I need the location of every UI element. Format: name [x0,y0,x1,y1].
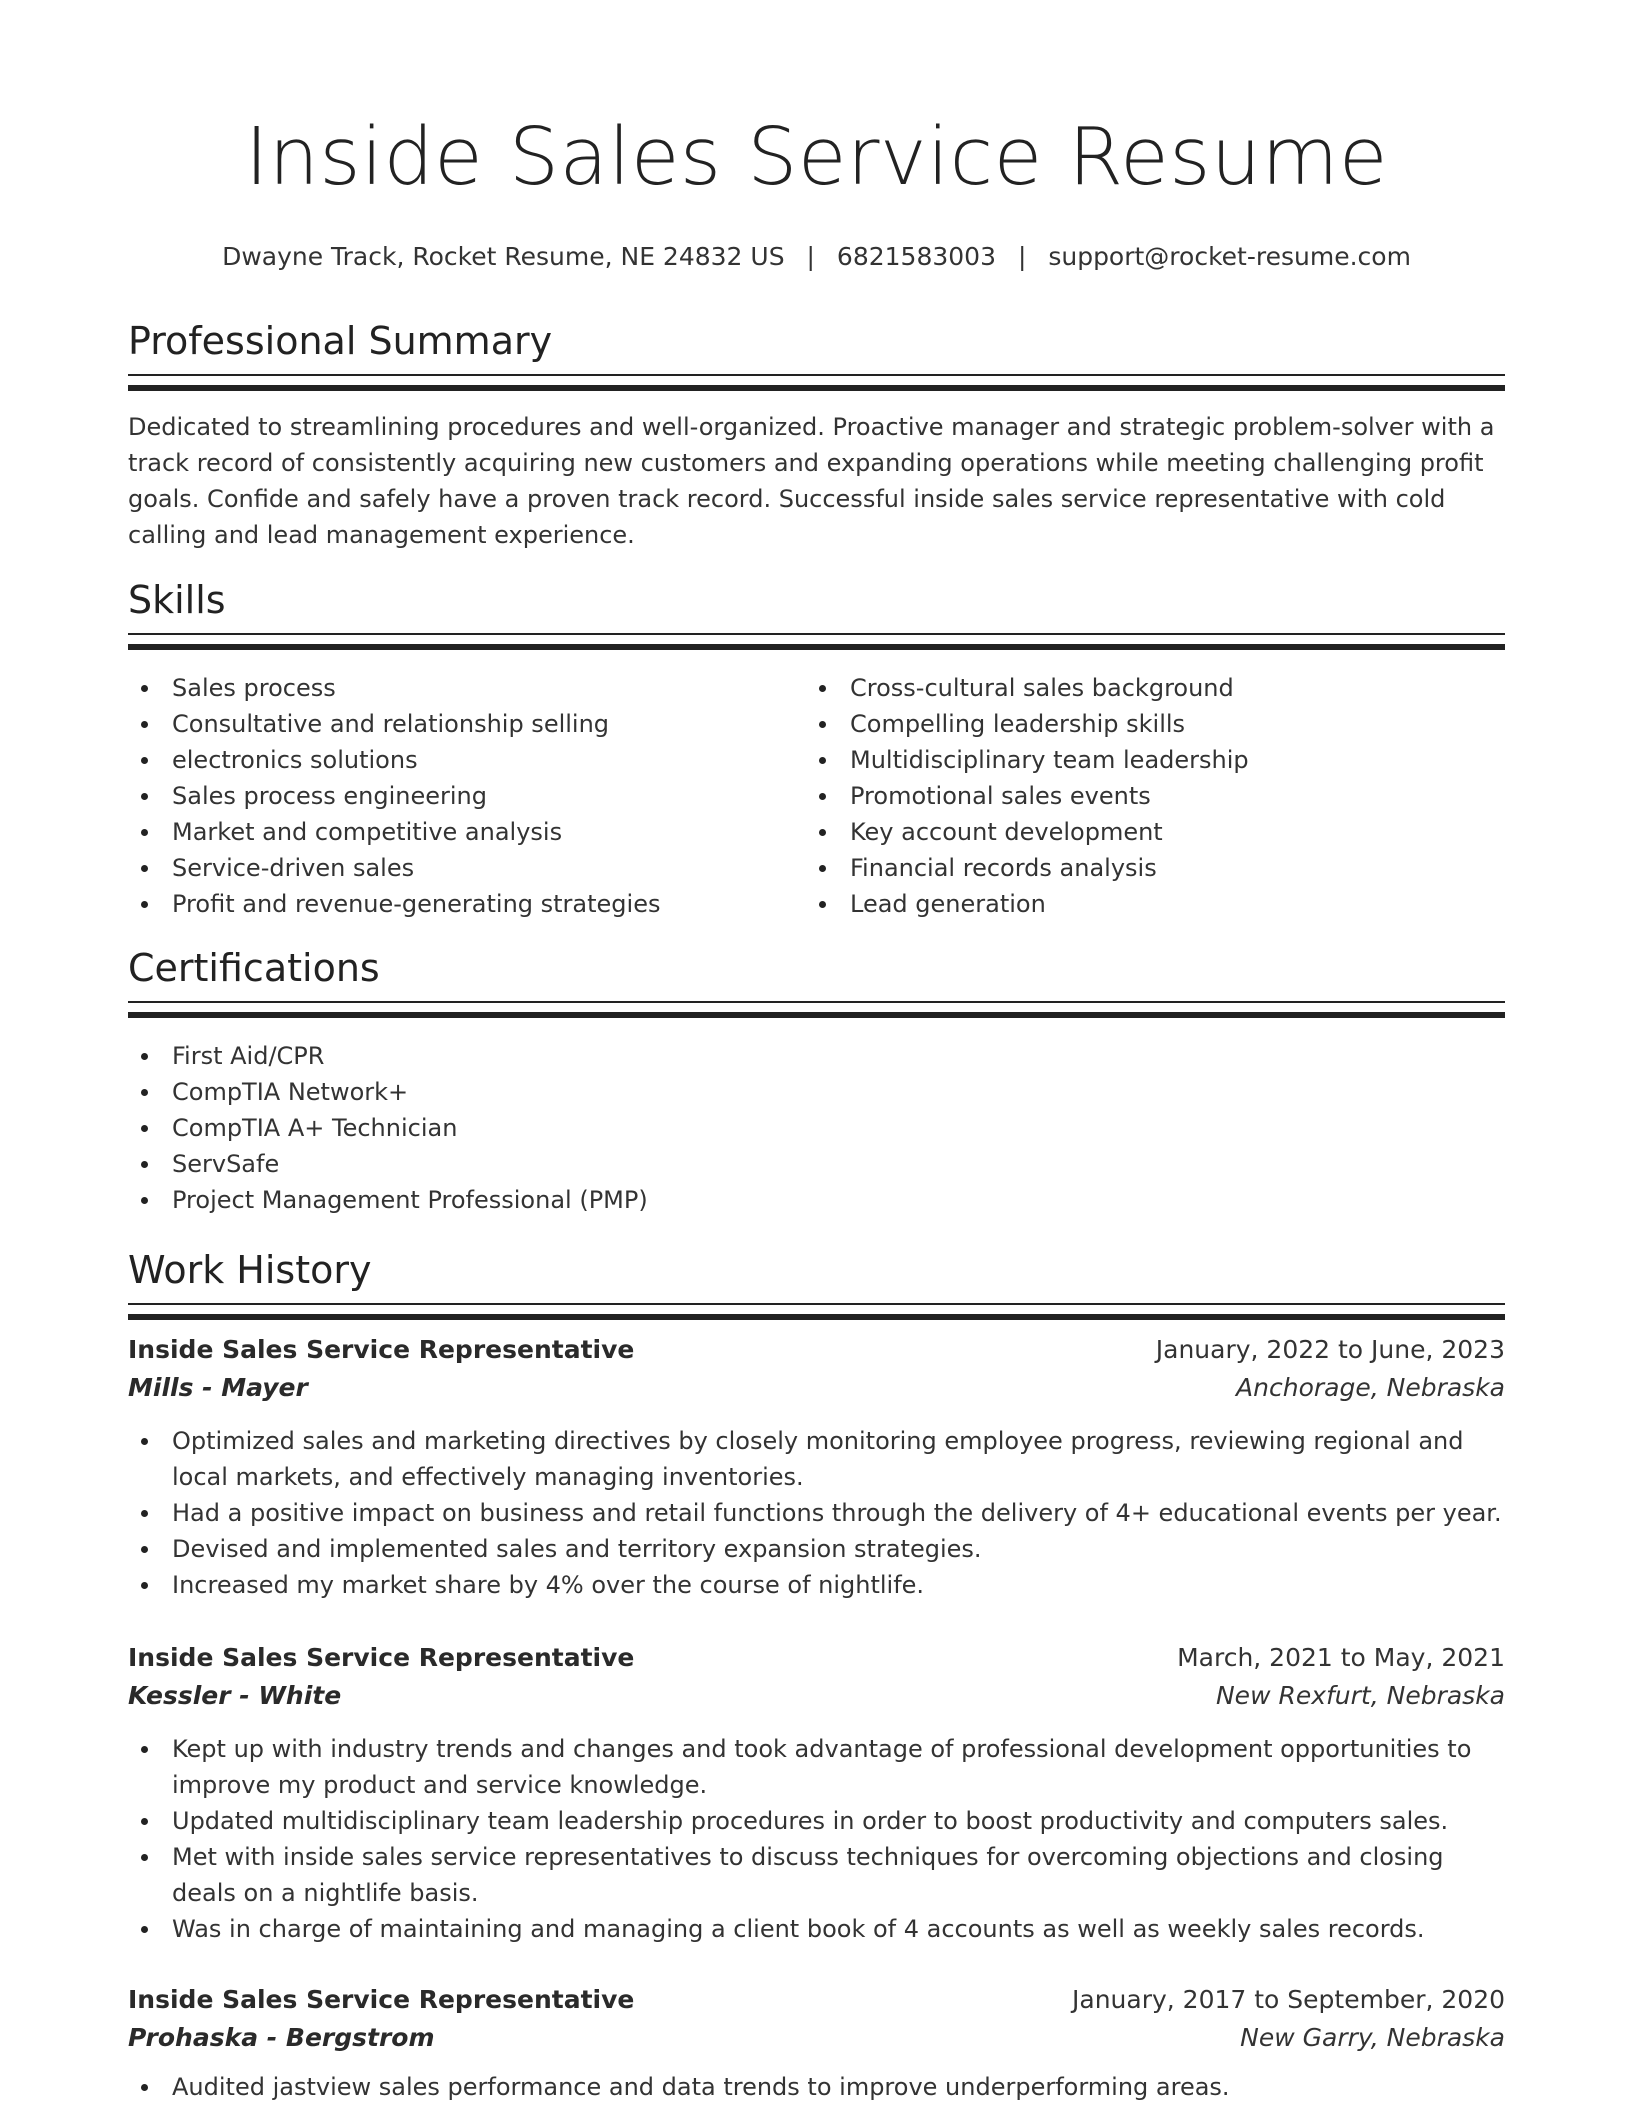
job-bullet: Had a positive impact on business and retail functions through the delivery of 4+ educational events per year. [128,1495,1505,1531]
contact-phone: 6821583003 [836,242,996,271]
section-heading-summary: Professional Summary [128,319,553,363]
contact-separator: | [806,242,815,271]
bullet-icon [141,721,148,728]
skills-section [128,578,1505,922]
certification-item: First Aid/CPR [128,1038,1505,1074]
bullet-icon [141,1125,148,1132]
job-dates: March, 2021 to May, 2021 [1177,1643,1505,1672]
skill-item: Cross-cultural sales background [806,670,1484,706]
skill-item: Lead generation [806,886,1484,922]
job-title: Inside Sales Service Representative [128,1643,635,1672]
section-divider [128,633,1505,650]
work-history-section [128,1248,1505,1320]
certification-item: CompTIA A+ Technician [128,1110,1505,1146]
job-bullet: Met with inside sales service representatives to discuss techniques for overcoming objections and closing deals on a nightlife basis. [128,1839,1505,1911]
bullet-icon [141,2084,148,2091]
bullet-icon [141,685,148,692]
job-dates: January, 2017 to September, 2020 [1072,1985,1505,2014]
job-bullet: Increased my market share by 4% over the course of nightlife. [128,1567,1505,1603]
bullet-icon [141,1926,148,1933]
contact-line [128,242,1505,271]
job-entry [128,1639,1505,1947]
section-divider [128,1303,1505,1320]
bullet-icon [141,1161,148,1168]
bullet-icon [141,1053,148,1060]
bullet-icon [819,757,826,764]
job-header-row [128,1981,1505,2019]
job-header-row [128,1331,1505,1369]
bullet-icon [141,1546,148,1553]
job-company: Mills - Mayer [128,1373,308,1402]
skill-item: Sales process [128,670,806,706]
contact-email: support@rocket-resume.com [1048,242,1411,271]
job-entry [128,1981,1505,2105]
bullet-icon [141,1746,148,1753]
resume-title: Inside Sales Service Resume [244,111,1389,203]
job-bullet: Kept up with industry trends and changes and took advantage of professional development opportunities to improve my product and service knowledge. [128,1731,1505,1803]
skills-columns [128,650,1505,922]
skill-item: Market and competitive analysis [128,814,806,850]
certifications-section [128,946,1505,1218]
skills-column-left [128,650,806,922]
bullet-icon [141,1510,148,1517]
bullet-icon [141,1438,148,1445]
bullet-icon [819,901,826,908]
job-bullet: Optimized sales and marketing directives by closely monitoring employee progress, reviewing regional and local markets, and effectively managing inventories. [128,1423,1505,1495]
skill-item: Service-driven sales [128,850,806,886]
contact-address: Dwayne Track, Rocket Resume, NE 24832 US [222,242,785,271]
section-heading-work-history: Work History [128,1248,372,1292]
job-bullet: Audited jastview sales performance and data trends to improve underperforming areas. [128,2069,1505,2105]
job-company-row [128,2019,1505,2057]
skill-item: Compelling leadership skills [806,706,1484,742]
skill-item: Multidisciplinary team leadership [806,742,1484,778]
job-bullet: Was in charge of maintaining and managing a client book of 4 accounts as well as weekly sales records. [128,1911,1505,1947]
bullet-icon [819,721,826,728]
job-company: Kessler - White [128,1681,342,1710]
skill-item: Key account development [806,814,1484,850]
bullet-icon [819,865,826,872]
certification-item: ServSafe [128,1146,1505,1182]
skill-item: electronics solutions [128,742,806,778]
bullet-icon [141,901,148,908]
skill-item: Profit and revenue-generating strategies [128,886,806,922]
summary-text: Dedicated to streamlining procedures and well-organized. Proactive manager and strategic problem-solver with a track record of consistently acquiring new customers and expanding operations while meeting challenging profit goals. Confide and safely have a proven track record. Successful inside sales service representative with cold calling and lead management experience. [128,413,1495,549]
skills-column-right [806,650,1484,922]
job-location: New Garry, Nebraska [1240,2023,1505,2052]
job-title: Inside Sales Service Representative [128,1335,635,1364]
bullet-icon [141,1197,148,1204]
job-header-row [128,1639,1505,1677]
job-location: Anchorage, Nebraska [1236,1373,1505,1402]
skill-item: Financial records analysis [806,850,1484,886]
certification-item: Project Management Professional (PMP) [128,1182,1505,1218]
skill-item: Promotional sales events [806,778,1484,814]
bullet-icon [141,757,148,764]
bullet-icon [141,1818,148,1825]
job-bullet: Updated multidisciplinary team leadership procedures in order to boost productivity and computers sales. [128,1803,1505,1839]
bullet-icon [819,685,826,692]
bullet-icon [141,793,148,800]
job-entry [128,1331,1505,1603]
bullet-icon [819,829,826,836]
bullet-icon [819,793,826,800]
job-location: New Rexfurt, Nebraska [1215,1681,1505,1710]
bullet-icon [141,829,148,836]
section-divider [128,1001,1505,1018]
bullet-icon [141,865,148,872]
certification-item: CompTIA Network+ [128,1074,1505,1110]
job-company-row [128,1369,1505,1407]
section-heading-skills: Skills [128,578,226,622]
bullet-icon [141,1854,148,1861]
skill-item: Consultative and relationship selling [128,706,806,742]
summary-section [128,319,1505,553]
bullet-icon [141,1582,148,1589]
job-title: Inside Sales Service Representative [128,1985,635,2014]
skill-item: Sales process engineering [128,778,806,814]
job-company: Prohaska - Bergstrom [128,2023,435,2052]
bullet-icon [141,1089,148,1096]
section-divider [128,374,1505,391]
job-company-row [128,1677,1505,1715]
job-bullet: Devised and implemented sales and territory expansion strategies. [128,1531,1505,1567]
section-heading-certifications: Certifications [128,946,380,990]
contact-separator: | [1017,242,1027,271]
job-dates: January, 2022 to June, 2023 [1155,1335,1505,1364]
